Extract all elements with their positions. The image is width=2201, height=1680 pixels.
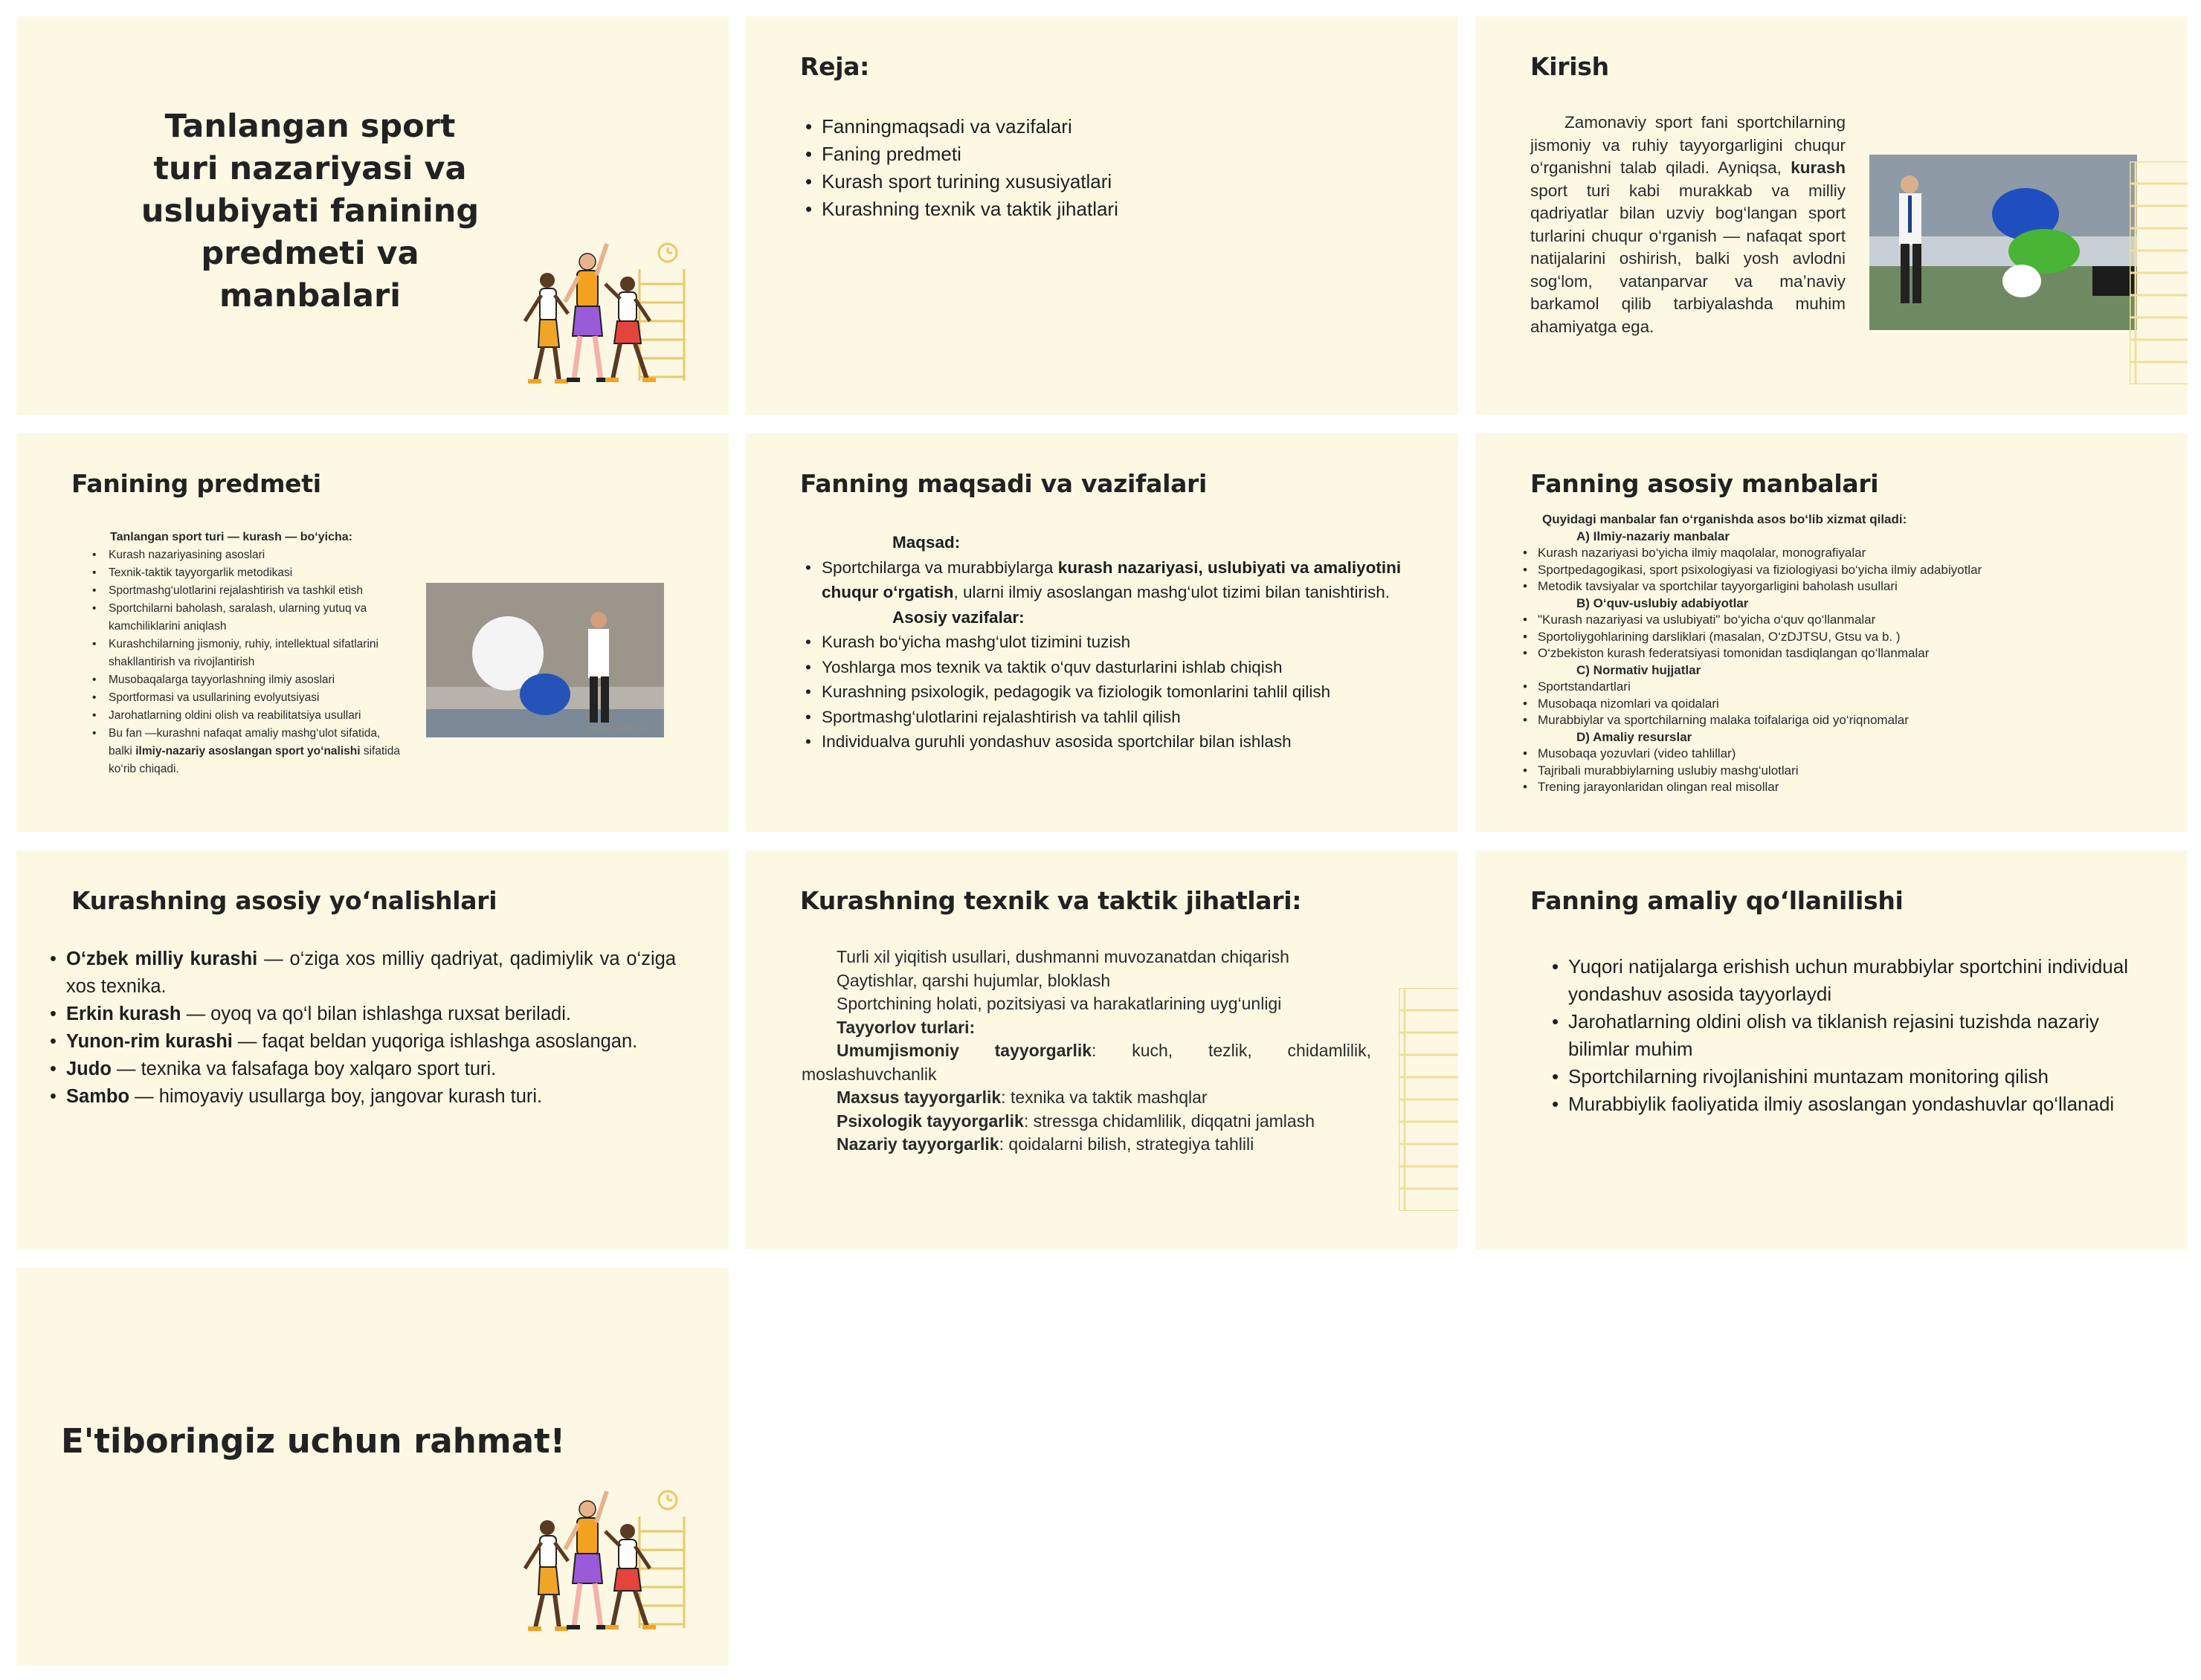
category-a: A) Ilmiy-nazariy manbalar xyxy=(1576,529,1730,543)
list-item: • Faning predmeti xyxy=(822,140,1118,168)
slide-title: Kurashning texnik va taktik jihatlari: xyxy=(800,886,1302,915)
list-item: • Kurashning psixologik, pedagogik va fiziologik tomonlarini tahlil qilish xyxy=(822,679,1402,705)
wrestling-photo-icon xyxy=(1869,155,2137,330)
slide-title: Reja: xyxy=(800,52,870,81)
category-c: C) Normativ hujjatlar xyxy=(1576,662,1701,677)
list-item: • "Kurash nazariyasi va uslubiyati" bo‘yicha o‘quv qo‘llanmalar xyxy=(1538,612,2116,629)
list-item: • Sportchilarning rivojlanishini muntazam monitoring qilish xyxy=(1568,1063,2141,1091)
ladder-decoration-icon xyxy=(2130,161,2188,384)
list-item: • Fanningmaqsadi va vazifalari xyxy=(822,113,1118,140)
slide-5-goals[interactable] xyxy=(746,433,1458,832)
slide-6-sources[interactable] xyxy=(1475,433,2188,832)
plan-list xyxy=(822,113,1118,223)
slide-title: Fanining predmeti xyxy=(71,469,321,498)
slide-4-subject[interactable] xyxy=(16,433,729,832)
category-b: B) O‘quv-uslubiy adabiyotlar xyxy=(1576,595,1749,610)
intro-paragraph: Zamonaviy sport fani sportchilarning jismoniy va ruhiy tayyorgarligini chuqur o‘rganishni talab qiladi. Ayniqsa, kurash sport turi kabi murakkab va milliy qadriyatlar bilan uzviy bog‘langan sport turlarini chuqur o‘rganish — nafaqat sport natijalarini oshirish, balki yosh avlodni sog‘lom, vatanparvar va ma’naviy barkamol qilib tarbiyalashda muhim ahamiyatga ega. xyxy=(1530,113,1846,336)
athletes-illustration-icon xyxy=(519,1487,697,1643)
slide-1-title[interactable] xyxy=(16,16,729,415)
list-item: • Individualva guruhli yondashuv asosida sportchilar bilan ishlash xyxy=(822,729,1402,755)
sources-lead: Quyidagi manbalar fan o‘rganishda asos bo‘lib xizmat qiladi: xyxy=(1542,512,1907,526)
list-item: • Kurashchilarning jismoniy, ruhiy, intellektual sifatlarini shakllantirish va rivojlantirish xyxy=(109,636,403,671)
list-item: • Kurash nazariyasining asoslari xyxy=(109,546,403,564)
slide-title: Fanning amaliy qo‘llanilishi xyxy=(1530,886,1904,915)
slide-2-plan[interactable] xyxy=(746,16,1458,415)
list-item: • Sportpedagogikasi, sport psixologiyasi va fiziologiyasi bo‘yicha ilmiy adabiyotlar xyxy=(1538,562,2116,579)
judo-photo-icon xyxy=(426,583,664,737)
slide-8-technique[interactable] xyxy=(746,850,1458,1249)
list-item: • Musobaqa nizomlari va qoidalari xyxy=(1538,696,2116,713)
list-item: • Yoshlarga mos texnik va taktik o‘quv dasturlarini ishlab chiqish xyxy=(822,655,1402,680)
list-item: • Sportchilarga va murabbiylarga kurash nazariyasi, uslubiyati va amaliyotini chuqur o‘rgatish, ularni ilmiy asoslangan mashg‘ulot tizimi bilan tanishtirish. xyxy=(822,555,1402,605)
category-d: D) Amaliy resurslar xyxy=(1576,729,1692,744)
photo-watermark: www.uza.uz xyxy=(587,723,649,734)
slide-title: Tanlangan sport turi nazariyasi va uslubiyati fanining predmeti va manbalari xyxy=(141,108,480,314)
list-item: • Sportchilarni baholash, saralash, ularning yutuq va kamchiliklarini aniqlash xyxy=(109,600,403,636)
list-item: • Kurashning texnik va taktik jihatlari xyxy=(822,196,1118,223)
slide-10-thanks[interactable] xyxy=(16,1267,729,1666)
technique-line: Qaytishlar, qarshi hujumlar, bloklash xyxy=(837,970,1111,990)
training-type: Psixologik tayyorgarlik: stressga chidamlilik, diqqatni jamlash xyxy=(837,1111,1315,1131)
list-item: • Musobaqa yozuvlari (video tahlillar) xyxy=(1538,746,2116,763)
slide-title: Kirish xyxy=(1530,52,1609,81)
list-item: • Texnik-taktik tayyorgarlik metodikasi xyxy=(109,564,403,582)
list-item: • Sportmashg‘ulotlarini rejalashtirish va tashkil etish xyxy=(109,582,403,600)
list-item: • Murabbiylar va sportchilarning malaka toifalariga oid yo‘riqnomalar xyxy=(1538,712,2116,729)
list-item: • O‘zbek milliy kurashi — o‘ziga xos milliy qadriyat, qadimiylik va o‘ziga xos texnika. xyxy=(66,946,676,1001)
slide-title: Fanning asosiy manbalari xyxy=(1530,469,1879,498)
types-label: Tayyorlov turlari: xyxy=(837,1017,976,1037)
goal-label: Maqsad: xyxy=(892,533,961,552)
list-item: • Erkin kurash — oyoq va qo‘l bilan ishlashga ruxsat beriladi. xyxy=(66,1001,676,1028)
slide-title: Kurashning asosiy yo‘nalishlari xyxy=(71,886,497,915)
sources-content xyxy=(1521,511,2116,796)
list-item: • Tajribali murabbiylarning uslubiy mashg‘ulotlari xyxy=(1538,763,2116,780)
slide-title: Fanning maqsadi va vazifalari xyxy=(800,469,1208,498)
slide-title: E'tiboringiz uchun rahmat! xyxy=(61,1421,566,1461)
directions-content xyxy=(66,946,676,1111)
slide-3-intro[interactable] xyxy=(1475,16,2188,415)
list-item: • Kurash sport turining xususiyatlari xyxy=(822,168,1118,196)
list-item: • Sportformasi va usullarining evolyutsiyasi xyxy=(109,689,403,707)
list-item: • Sportmashg‘ulotlarini rejalashtirish va tahlil qilish xyxy=(822,705,1402,730)
list-item: • Jarohatlarning oldini olish va reabilitatsiya usullari xyxy=(109,707,403,725)
tasks-label: Asosiy vazifalar: xyxy=(892,607,1025,627)
list-item: • Sportoliygohlarining darsliklari (masalan, O‘zDJTSU, Gtsu va b. ) xyxy=(1538,629,2116,646)
technique-line: Sportchining holati, pozitsiyasi va harakatlarining uyg‘unligi xyxy=(837,994,1282,1013)
list-item: • Sambo — himoyaviy usullarga boy, jangovar kurash turi. xyxy=(66,1083,676,1111)
technique-line: Turli xil yiqitish usullari, dushmanni muvozanatdan chiqarish xyxy=(837,947,1289,966)
slide-9-practice[interactable] xyxy=(1475,850,2188,1249)
training-type: Maxsus tayyorgarlik: texnika va taktik mashqlar xyxy=(837,1088,1208,1107)
list-item: • Murabbiylik faoliyatida ilmiy asoslangan yondashuvlar qo‘llanadi xyxy=(1568,1091,2141,1118)
training-type-cont: moslashuvchanlik xyxy=(802,1064,937,1084)
list-item: • Bu fan —kurashni nafaqat amaliy mashg‘ulot sifatida, balki ilmiy-nazariy asoslangan sport yo‘nalishi sifatida ko‘rib chiqadi. xyxy=(109,725,403,778)
list-item: • Yuqori natijalarga erishish uchun murabbiylar sportchini individual yondashuv asosida tayyorlaydi xyxy=(1568,953,2141,1008)
slide-7-directions[interactable] xyxy=(16,850,729,1249)
training-type: Nazariy tayyorgarlik: qoidalarni bilish, strategiya tahlili xyxy=(837,1134,1254,1154)
athletes-illustration-icon xyxy=(519,239,697,395)
goals-content xyxy=(822,530,1402,755)
list-item: • O‘zbekiston kurash federatsiyasi tomonidan tasdiqlangan qo‘llanmalar xyxy=(1538,645,2116,662)
list-item: • Sportstandartlari xyxy=(1538,679,2116,696)
list-item: • Yunon-rim kurashi — faqat beldan yuqoriga ishlashga asoslangan. xyxy=(66,1028,676,1056)
list-item: • Trening jarayonlaridan olingan real misollar xyxy=(1538,779,2116,796)
technique-content xyxy=(802,946,1371,1157)
subject-content xyxy=(76,529,403,778)
practice-content xyxy=(1568,953,2141,1118)
training-type: Umumjismoniy tayyorgarlik: kuch, tezlik, chidamlilik, xyxy=(837,1041,1371,1060)
list-item: • Metodik tavsiyalar va sportchilar tayyorgarligini baholash usullari xyxy=(1538,578,2116,595)
list-item: • Jarohatlarning oldini olish va tiklanish rejasini tuzishda nazariy bilimlar muhim xyxy=(1568,1008,2141,1063)
list-item: • Musobaqalarga tayyorlashning ilmiy asoslari xyxy=(109,671,403,689)
subject-lead: Tanlangan sport turi — kurash — bo‘yicha: xyxy=(110,531,352,543)
list-item: • Kurash nazariyasi bo‘yicha ilmiy maqolalar, monografiyalar xyxy=(1538,545,2116,562)
list-item: • Judo — texnika va falsafaga boy xalqaro sport turi. xyxy=(66,1056,676,1083)
ladder-decoration-icon xyxy=(1399,988,1458,1211)
list-item: • Kurash bo‘yicha mashg‘ulot tizimini tuzish xyxy=(822,630,1402,655)
